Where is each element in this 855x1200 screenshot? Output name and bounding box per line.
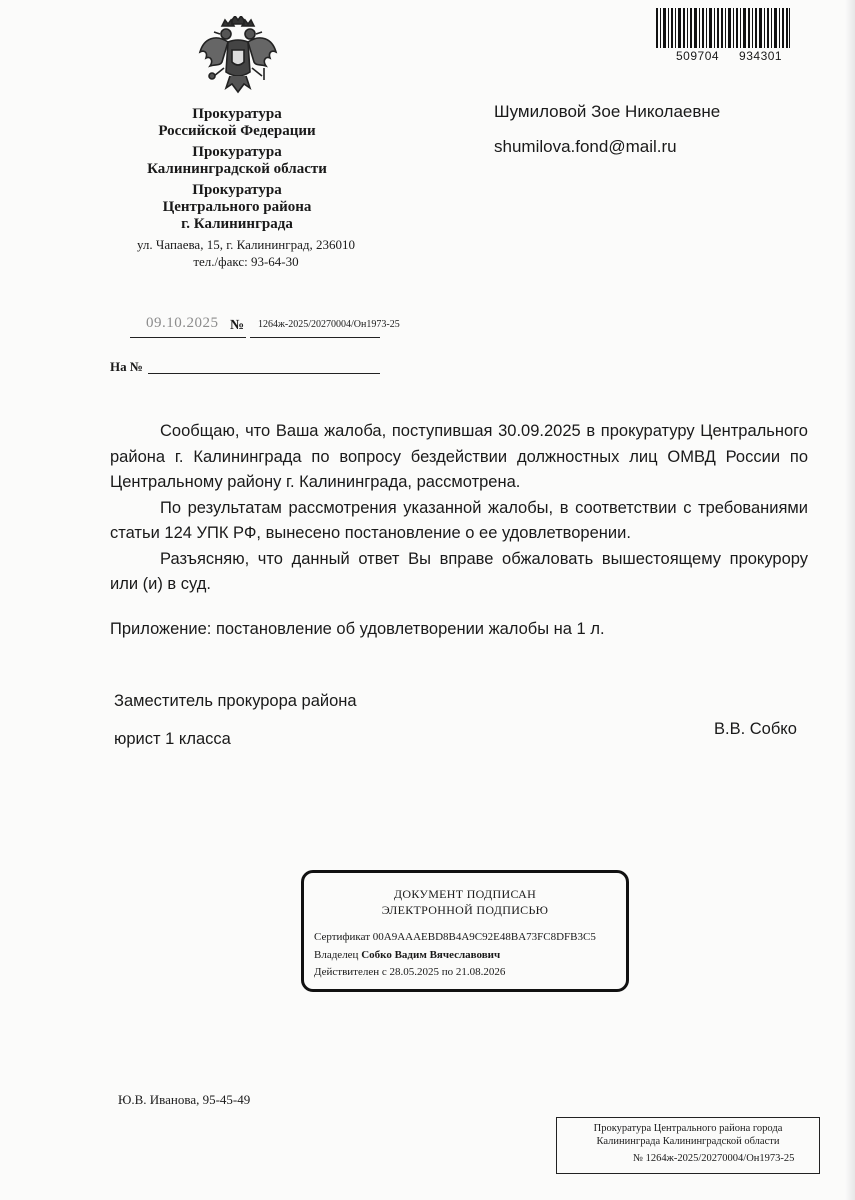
- body-paragraph-3: Разъясняю, что данный ответ Вы вправе обжаловать вышестоящему прокурору или (и) в суд.: [110, 549, 808, 593]
- stamp-valid-from: 28.05.2025: [389, 966, 440, 978]
- recipient-email: shumilova.fond@mail.ru: [494, 137, 677, 156]
- org-header-line: Прокуратура: [192, 106, 282, 122]
- stamp-certificate-value: 00A9AAAEBD8B4A9C92E48BA73FC8DFB3C5: [372, 931, 596, 943]
- registration-stamp-box: [556, 1117, 820, 1174]
- recipient-name: Шумиловой Зое Николаевне: [494, 102, 721, 121]
- date-underline: [130, 337, 246, 338]
- stamp-owner-label: Владелец: [314, 949, 359, 961]
- barcode-number: [676, 49, 826, 63]
- barcode-number-right: 934301: [739, 49, 783, 63]
- org-street-address: ул. Чапаева, 15, г. Калининград, 236010: [137, 237, 355, 252]
- stamp-title-line-1: ДОКУМЕНТ ПОДПИСАН: [393, 887, 537, 901]
- stamp-owner-value: Собко Вадим Вячеславович: [361, 949, 501, 961]
- stamp-validity: [314, 966, 505, 978]
- org-header-line: Центрального района: [162, 199, 312, 215]
- barcode-number-left: 509704: [676, 49, 720, 63]
- org-header-district: [110, 182, 364, 233]
- registration-number: 1264ж-2025/20270004/Он1973-25: [258, 319, 400, 330]
- signer-position: Заместитель прокурора района: [114, 692, 357, 710]
- org-phone: тел./факс: 93-64-30: [193, 254, 299, 269]
- reply-to-label: На №: [110, 359, 143, 374]
- stamp-owner: [314, 949, 500, 961]
- registration-line: [110, 313, 410, 343]
- stamp-title-line-2: ЭЛЕКТРОННОЙ ПОДПИСЬЮ: [381, 903, 549, 917]
- body-paragraph-2: По результатам рассмотрения указанной жалобы, в соответствии с требованиями статьи 124 УПК РФ, вынесено постановление о ее удовлетворении.: [110, 498, 808, 542]
- org-header-line: Калининградской области: [147, 161, 327, 177]
- org-header-line: Прокуратура: [192, 144, 282, 160]
- attachment-note: Приложение: постановление об удовлетворении жалобы на 1 л.: [110, 620, 605, 638]
- org-header-regional: [110, 144, 364, 178]
- electronic-signature-stamp: [301, 870, 629, 992]
- footer-org-line-2: Калининграда Калининградской области: [596, 1136, 780, 1147]
- stamp-certificate: [314, 931, 596, 943]
- stamp-certificate-label: Сертификат: [314, 931, 370, 943]
- footer-org-line-1: Прокуратура Центрального района города: [593, 1123, 783, 1134]
- org-header-line: Российской Федерации: [158, 123, 316, 139]
- footer-reg-number: № 1264ж-2025/20270004/Он1973-25: [633, 1153, 795, 1164]
- org-address: [110, 236, 382, 270]
- reply-to-underline: [148, 373, 380, 374]
- body-paragraph-1: Сообщаю, что Ваша жалоба, поступившая 30.09.2025 в прокуратуру Центрального района г. Калининграда по вопросу бездействии должностных лиц ОМВД России по Центральному району г. Калининграда, рассмотрена.: [110, 422, 808, 491]
- executor-contact: Ю.В. Иванова, 95-45-49: [118, 1092, 251, 1107]
- document-date: 09.10.2025: [146, 315, 219, 331]
- org-header-line: г. Калининграда: [181, 216, 293, 232]
- page-edge-shadow: [845, 0, 855, 1200]
- barcode: [656, 8, 790, 48]
- stamp-valid-from-label: с: [381, 966, 387, 978]
- number-underline: [250, 337, 380, 338]
- coat-of-arms-icon: [198, 16, 278, 98]
- letter-body: [110, 419, 808, 598]
- org-header-federal: [110, 106, 364, 140]
- org-header-line: Прокуратура: [192, 182, 282, 198]
- stamp-valid-to-label: по: [441, 966, 454, 978]
- signer-rank: юрист 1 класса: [114, 730, 231, 748]
- number-sign: №: [230, 318, 245, 333]
- signer-name: В.В. Собко: [714, 720, 797, 738]
- stamp-valid-to: 21.08.2026: [455, 966, 506, 978]
- stamp-valid-label: Действителен: [314, 966, 380, 978]
